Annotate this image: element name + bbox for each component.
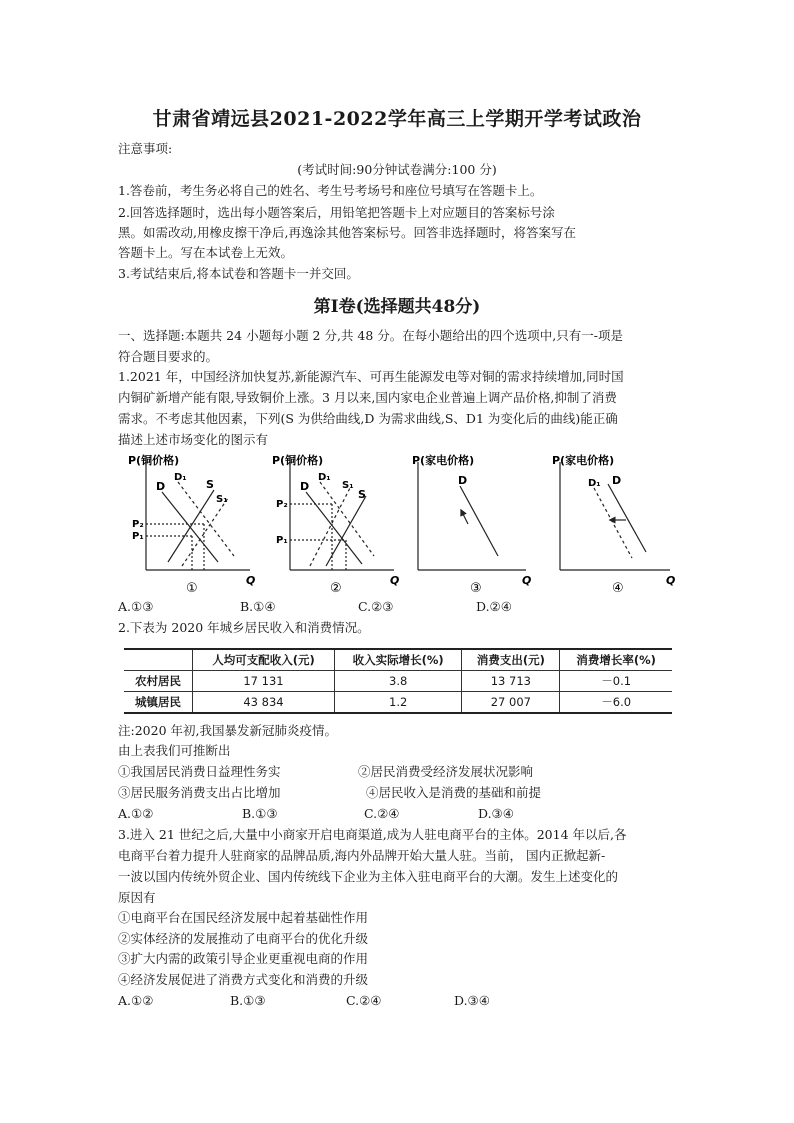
graph-1-curve: S₁ [216,494,228,505]
q2-lead: 由上表我们可推断出 [118,743,231,758]
graph-2-price: P₁ [276,535,288,546]
graph-2 [290,462,394,570]
q2-note: 注:2020 年初,我国暴发新冠肺炎疫情。 [118,723,337,738]
q2-statement: ①我国居民消费日益理性务实 [118,764,281,779]
q3-option-c[interactable]: C.②④ [346,993,382,1008]
table-cell: 27 007 [462,692,560,714]
q3-statement: ④经济发展促进了消费方式变化和消费的升级 [118,972,369,987]
graph-1-curve: D₁ [174,472,187,483]
q3-statement: ①电商平台在国民经济发展中起着基础性作用 [118,910,369,925]
q2-option-d[interactable]: D.③④ [478,806,514,821]
graph-1-price: P₁ [132,531,144,542]
q1-graphs [118,452,678,602]
q2-option-c[interactable]: C.②④ [364,806,400,821]
q3-statement: ③扩大内需的政策引导企业更重视电商的作用 [118,951,369,966]
q1-stem: 1.2021 年，中国经济加快复苏,新能源汽车、可再生能源发电等对铜的需求持续增加,同时国 [118,369,624,384]
q1-option-c[interactable]: C.②③ [358,599,394,614]
graph-4-xlabel: Q [666,574,676,587]
graph-2-curve: S₁ [342,480,354,491]
graph-2-curve: D [300,480,310,493]
graph-2-number: ② [330,581,342,596]
q3-stem: 3.进入 21 世纪之后,大量中小商家开启电商渠道,成为人驻电商平台的主体。2014 年以后,各 [118,827,627,842]
table-cell: 17 131 [193,671,335,692]
graph-4-curve: D₁ [588,478,601,489]
graph-3-curve: D [458,474,468,487]
q1-option-b[interactable]: B.①④ [240,599,276,614]
graph-3-ylabel: P(家电价格) [412,454,475,467]
table-header-row [124,649,672,671]
table-cell: 城镇居民 [124,692,193,714]
graph-2-curve: D₁ [318,472,331,483]
table-header: 收入实际增长(%) [334,649,461,671]
graph-2-ylabel: P(铜价格) [272,454,324,467]
table-cell: 43 834 [193,692,335,714]
notice-item: 答题卡上。写在本试卷上无效。 [118,245,294,260]
table-cell: 1.2 [334,692,461,714]
q2-statement: ②居民消费受经济发展状况影响 [358,764,534,779]
table-header: 消费增长率(%) [560,649,672,671]
q3-stem: 电商平台着力提升人驻商家的品牌品质,海内外品牌开始大量人驻。当前， 国内正掀起新- [118,848,606,863]
q1-stem: 需求。不考虑其他因素，下列(S 为供给曲线,D 为需求曲线,S、D1 为变化后的曲线)能正确 [118,411,618,426]
q1-option-a[interactable]: A.①③ [118,599,154,614]
graph-4-ylabel: P(家电价格) [552,454,615,467]
graph-4-curve: D [612,474,622,487]
notice-item: 黑。如需改动,用橡皮擦干净后,再逸涂其他答案标号。回答非选择题时，将答案写在 [118,225,576,240]
notice-item: 1.答卷前，考生务必将自己的姓名、考生号考场号和座位号填写在答题卡上。 [118,183,543,198]
graph-3-number: ③ [470,581,482,596]
graph-3 [418,462,526,570]
graph-3-xlabel: Q [522,574,532,587]
graph-4-number: ④ [612,581,624,596]
table-cell: 农村居民 [124,671,193,692]
exam-info: (考试时间:90分钟试卷满分:100 分) [297,162,497,177]
graph-2-xlabel: Q [390,574,400,587]
q2-stem: 2.下表为 2020 年城乡居民收入和消费情况。 [118,620,370,635]
graph-1-number: ① [186,581,198,596]
table-row [124,692,672,714]
graph-1-price: P₂ [132,519,144,530]
section-title: 第I卷(选择题共48分) [313,297,481,317]
table-header: 人均可支配收入(元) [193,649,335,671]
q2-option-b[interactable]: B.①③ [242,806,278,821]
q3-option-a[interactable]: A.①② [118,993,154,1008]
table-row [124,671,672,692]
graph-1 [146,462,250,570]
table-cell: －6.0 [560,692,672,714]
page-title: 甘肃省靖远县2021-2022学年高三上学期开学考试政治 [152,108,642,130]
graph-2-price: P₂ [276,499,288,510]
q2-statement: ④居民收入是消费的基础和前提 [366,785,542,800]
table-header: 消费支出(元) [462,649,560,671]
graph-2-curve: S [358,488,366,501]
q1-stem: 描述上述市场变化的图示有 [118,432,269,447]
graph-1-xlabel: Q [246,574,256,587]
section-intro: 一、选择题:本题共 24 小题每小题 2 分,共 48 分。在每小题给出的四个选项中,只有一-项是 [118,328,623,343]
q1-option-d[interactable]: D.②④ [476,599,512,614]
table-cell: 13 713 [462,671,560,692]
section-intro: 符合题目要求的。 [118,349,219,364]
table-header [124,649,193,671]
q3-statement: ②实体经济的发展推动了电商平台的优化升级 [118,931,369,946]
graph-1-curve: D [156,480,166,493]
table-cell: －0.1 [560,671,672,692]
graph-1-ylabel: P(铜价格) [128,454,180,467]
q2-option-a[interactable]: A.①② [118,806,154,821]
q3-option-b[interactable]: B.①③ [230,993,266,1008]
graph-1-curve: S [206,478,214,491]
notice-item: 2.回答选择题时，选出每小题答案后，用铅笔把答题卡上对应题目的答案标号涂 [118,205,555,220]
q2-statement: ③居民服务消费支出占比增加 [118,785,281,800]
notice-item: 3.考试结束后,将本试卷和答题卡一并交回。 [118,266,359,281]
q3-option-d[interactable]: D.③④ [454,993,490,1008]
q1-stem: 内铜矿新增产能有限,导致铜价上涨。3 月以来,国内家电企业普遍上调产品价格,抑制了消费 [118,390,617,405]
notice-heading: 注意事项: [118,141,173,156]
q3-stem: 原因有 [118,890,156,905]
q2-table [124,648,672,714]
q3-stem: 一波以国内传统外贸企业、国内传统线下企业为主体入驻电商平台的大潮。发生上述变化的 [118,869,619,884]
table-cell: 3.8 [334,671,461,692]
